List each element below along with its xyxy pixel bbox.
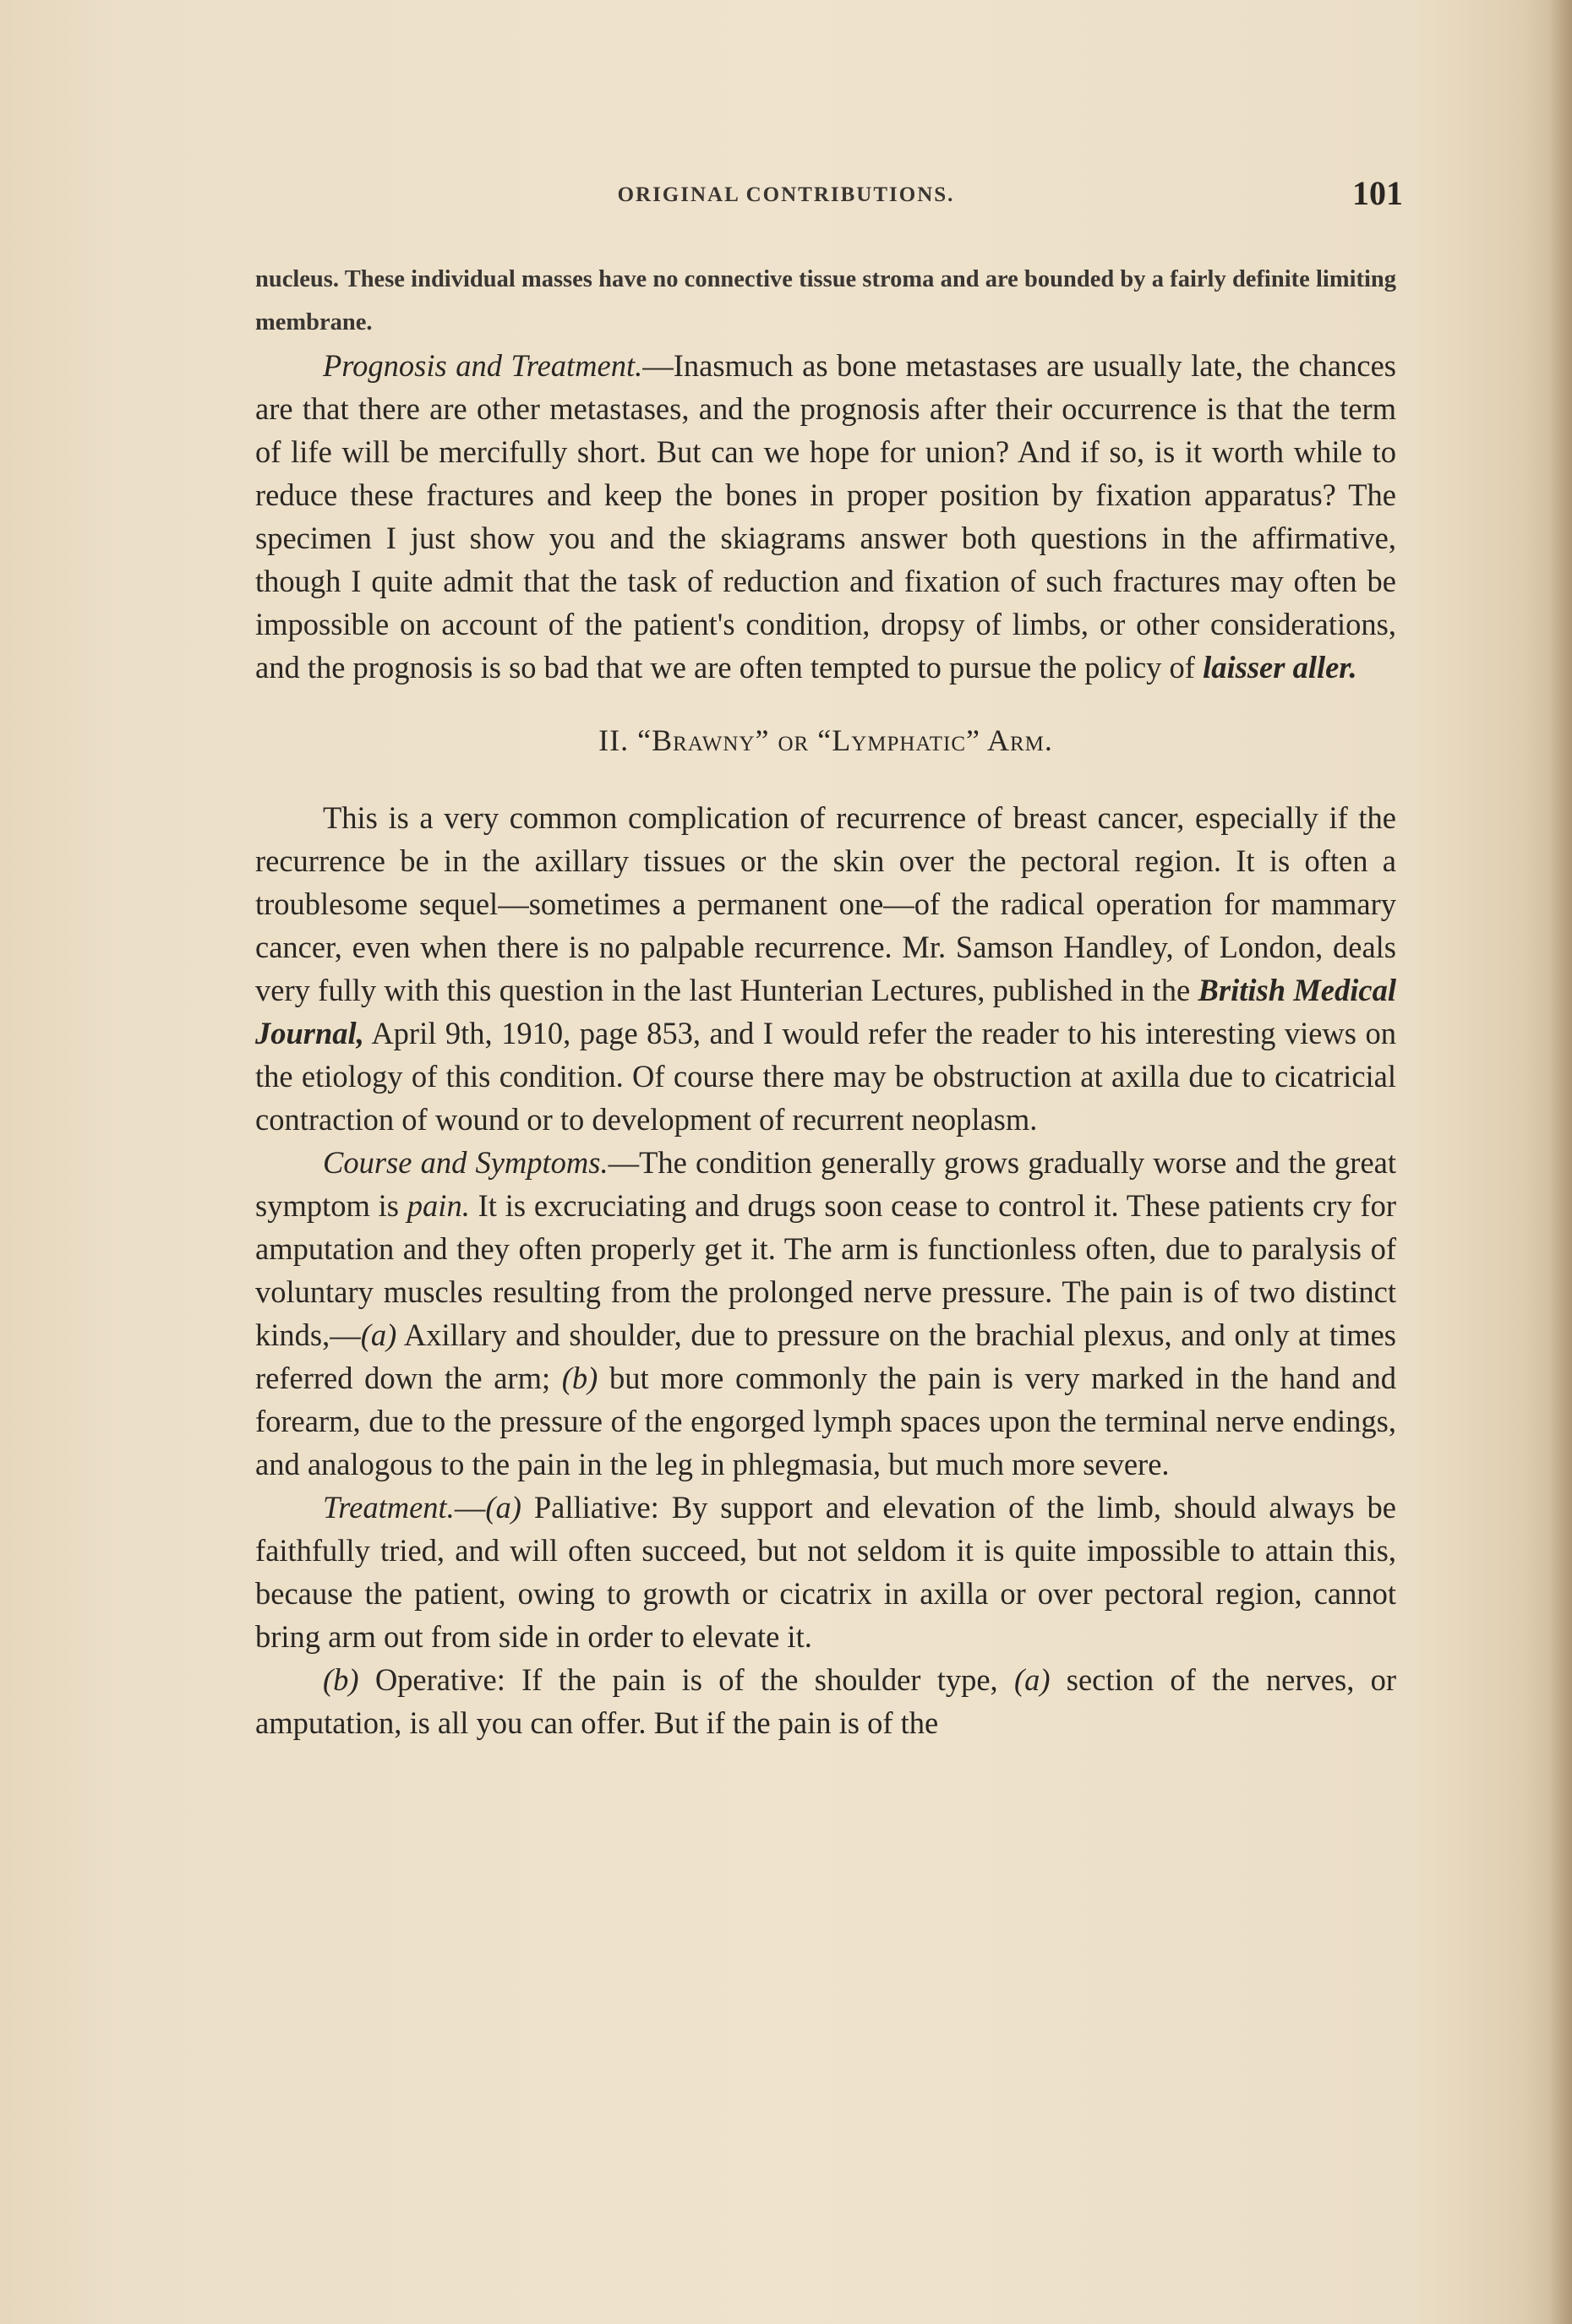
- course-mark-b: (b): [561, 1361, 598, 1395]
- page-edge: [1548, 0, 1572, 2324]
- course-text-c: Axillary and shoulder, due to pressure on the brachial plexus, and only at times referred down the arm;: [255, 1317, 1396, 1395]
- paragraph-prognosis: [255, 344, 1396, 689]
- paragraph-operative: [255, 1658, 1396, 1744]
- operative-mark-a: (a): [1013, 1662, 1051, 1697]
- treatment-dash: —: [454, 1490, 486, 1525]
- course-label: Course and Symptoms.: [323, 1145, 609, 1180]
- prognosis-text: —Inasmuch as bone metastases are usually late, the chances are that there are other metastases, and the prognosis after their occurrence is that the term of life will be mercifully short. But can we hope for union? And if so, is it worth while to reduce these fractures and keep the bones in proper position by fixation apparatus? The specimen I just show you and the skiagrams answer both questions in the affirmative, though I quite admit that the task of reduction and fixation of such fractures may often be impossible on account of the patient's condition, dropsy of limbs, or other considerations, and the prognosis is so bad that we are often tempted to pursue the policy of: [255, 348, 1396, 685]
- page-number: 101: [1352, 174, 1403, 212]
- operative-mark-b: (b): [323, 1662, 359, 1697]
- treatment-label: Treatment.: [323, 1490, 455, 1525]
- course-text-d: but more commonly the pain is very marked in the hand and forearm, due to the pressure of the engorged lymph spaces upon the terminal nerve endings, and analogous to the pain in the leg in phlegmasia, but much more severe.: [255, 1361, 1396, 1481]
- operative-text-b: section of the nerves, or amputation, is all you can offer. But if the pain is of the: [255, 1662, 1396, 1740]
- treatment-text: Palliative: By support and elevation of the limb, should always be faithfully tried, and will often succeed, but not seldom it is quite impossible to attain this, because the patient, owing to growth or cicatrix in axilla or over pectoral region, cannot bring arm out from side in order to elevate it.: [255, 1490, 1396, 1654]
- paragraph-brawny-arm: [255, 796, 1396, 1141]
- prognosis-label: Prognosis and Treatment.: [323, 348, 643, 383]
- page-body: [255, 258, 1396, 1744]
- course-text-a: —The condition generally grows gradually worse and the great symptom is: [255, 1145, 1397, 1223]
- treatment-mark-a: (a): [485, 1490, 521, 1525]
- course-text-b: It is excruciating and drugs soon cease to control it. These patients cry for amputation and they often properly get it. The arm is functionless often, due to paralysis of voluntary muscles resulting from the prolonged nerve pressure. The pain is of two distinct kinds,—: [255, 1188, 1396, 1352]
- journal-title: British Medical Journal,: [255, 973, 1396, 1050]
- paragraph-nucleus: nucleus. These individual masses have no connective tissue stroma and are bounded by a fairly definite limiting membrane.: [255, 266, 1396, 336]
- running-head: ORIGINAL CONTRIBUTIONS.: [617, 183, 955, 206]
- section-number: II.: [598, 723, 630, 757]
- brawny-text-a: This is a very common complication of recurrence of breast cancer, especially if the recurrence be in the axillary tissues or the skin over the pectoral region. It is often a troublesome sequel—sometimes a permanent one—of the radical operation for mammary cancer, even when there is no palpable recurrence. Mr. Samson Handley, of London, deals very fully with this question in the last Hunterian Lectures, published in the: [255, 800, 1396, 1007]
- prognosis-emphasis: laisser aller.: [1203, 650, 1357, 685]
- operative-text-a: Operative: If the pain is of the shoulder type,: [358, 1662, 1014, 1697]
- course-mark-a: (a): [360, 1317, 397, 1352]
- section-heading: [255, 719, 1396, 762]
- section-title: “Brawny” or “Lymphatic” Arm.: [637, 723, 1053, 757]
- paragraph-course-symptoms: [255, 1141, 1396, 1486]
- pain-emphasis: pain.: [407, 1188, 470, 1223]
- page-header: [254, 173, 1403, 224]
- brawny-text-b: April 9th, 1910, page 853, and I would refer the reader to his interesting views on the etiology of this condition. Of course there may be obstruction at axilla due to cicatricial contraction of wound or to development of recurrent neoplasm.: [255, 1016, 1396, 1137]
- paragraph-treatment: [255, 1486, 1396, 1658]
